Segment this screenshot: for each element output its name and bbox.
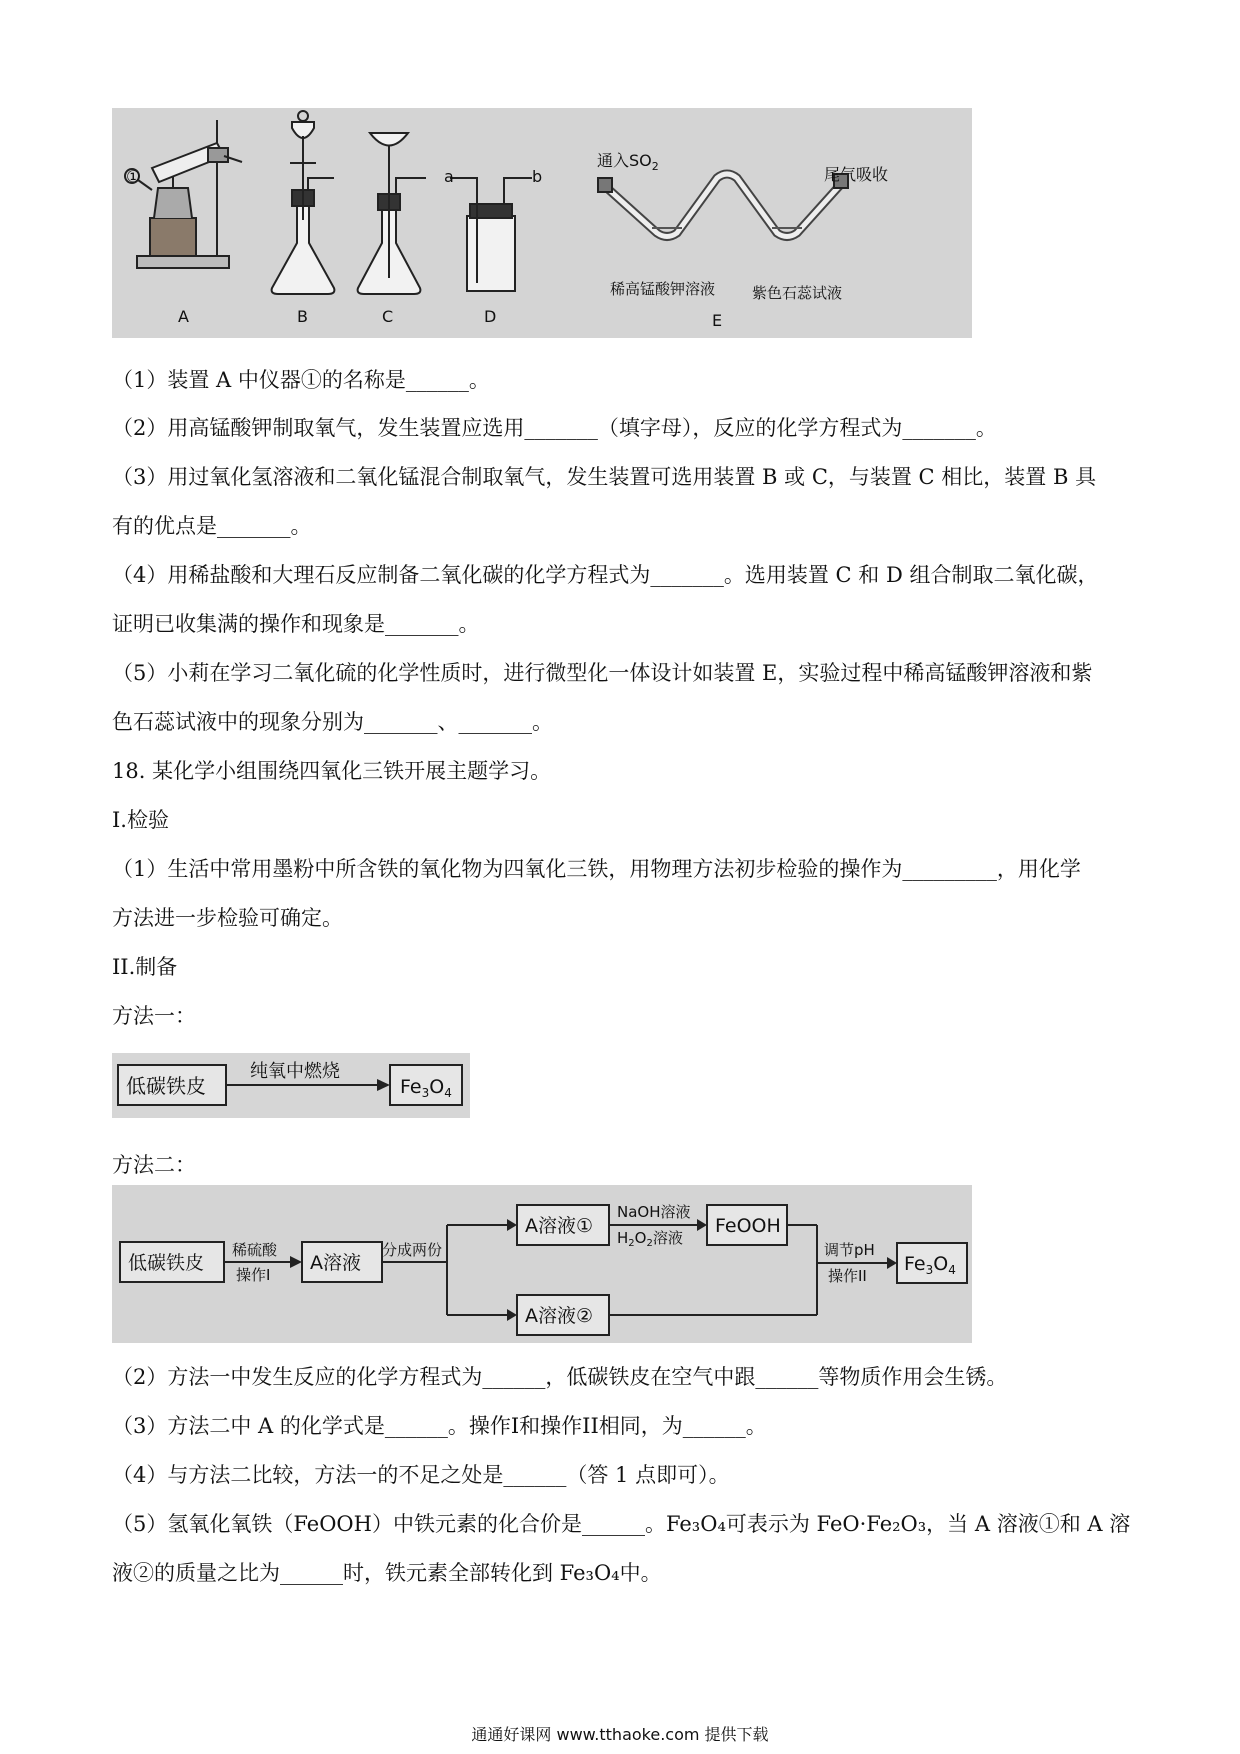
q17-part5-line1: （5）小莉在学习二氧化硫的化学性质时，进行微型化一体设计如装置 E，实验过程中稀高锰酸钾溶液和紫 [112, 661, 1093, 685]
flow1-end-text: $Fe_3O_4$ [400, 1076, 452, 1100]
apparatus-c [358, 133, 426, 294]
apparatus-b [272, 111, 335, 294]
q18-part2: （2）方法一中发生反应的化学方程式为______，低碳铁皮在空气中跟______等物质作用会生锈。 [112, 1365, 1008, 1389]
q17-part3-line2: 有的优点是_______。 [112, 514, 312, 538]
q18-part1-line1: （1）生活中常用墨粉中所含铁的氧化物为四氧化三铁，用物理方法初步检验的操作为_________，用化学 [112, 857, 1081, 881]
label-a: A [178, 307, 189, 326]
flow2-adjust-bottom: 操作II [828, 1267, 867, 1285]
flow2-solution-a1-text: A溶液① [525, 1215, 594, 1237]
flow2-step1-top: 稀硫酸 [232, 1241, 278, 1259]
flow2-end-text: $Fe_3O_4$ [904, 1253, 956, 1277]
flow1-arrowhead [377, 1079, 390, 1091]
method2-flowchart [112, 1185, 972, 1343]
flow2-reagent-top: NaOH溶液 [617, 1203, 691, 1221]
label-port-a: a [444, 167, 454, 186]
apparatus-a [125, 120, 242, 268]
flow2-arrowhead-reagent [697, 1219, 707, 1231]
label-c: C [382, 307, 394, 326]
section-heading-preparation: II.制备 [112, 955, 178, 979]
flow2-arrowhead-upper [507, 1219, 517, 1231]
q17-part2: （2）用高锰酸钾制取氧气，发生装置应选用_______（填字母），反应的化学方程式为_______。 [112, 416, 997, 440]
method1-flowchart [112, 1053, 470, 1118]
q17-part4-line1: （4）用稀盐酸和大理石反应制备二氧化碳的化学方程式为_______。选用装置 C 和 D 组合制取二氧化碳， [112, 563, 1099, 587]
flow2-adjust-top: 调节pH [824, 1241, 875, 1259]
apparatus-d [450, 178, 532, 291]
flow1-arrow-label: 纯氧中燃烧 [250, 1061, 340, 1082]
flow2-solution-a2-text: A溶液② [525, 1305, 594, 1327]
flow2-solution-a-text: A溶液 [310, 1252, 361, 1274]
q18-part1-line2: 方法进一步检验可确定。 [112, 906, 343, 930]
label-b: B [297, 307, 308, 326]
label-e: E [712, 311, 723, 330]
apparatus-e [598, 174, 848, 237]
flow2-split-label: 分成两份 [382, 1241, 443, 1259]
label-port-b: b [532, 167, 543, 186]
flow2-arrowhead-lower [507, 1309, 517, 1321]
flow2-step1-bottom: 操作I [236, 1266, 271, 1284]
q18-part5-line1: （5）氢氧化氧铁（FeOOH）中铁元素的化合价是______。Fe₃O₄可表示为 FeO·Fe₂O₃，当 A 溶液①和 A 溶 [112, 1512, 1131, 1536]
q17-part4-line2: 证明已收集满的操作和现象是_______。 [112, 612, 480, 636]
label-e-outlet: 尾气吸收 [824, 165, 889, 184]
label-e-right-solution: 紫色石蕊试液 [752, 284, 843, 302]
flow2-feooh-text: FeOOH [715, 1215, 781, 1237]
flow2-arrowhead-final [887, 1257, 897, 1269]
flow2-arrowhead-1 [290, 1256, 302, 1268]
q17-part1: （1）装置 A 中仪器①的名称是______。 [112, 368, 490, 392]
section-heading-test: I.检验 [112, 808, 169, 832]
q18-title: 18. 某化学小组围绕四氧化三铁开展主题学习。 [112, 759, 552, 783]
label-d: D [484, 307, 497, 326]
label-e-left-solution: 稀高锰酸钾溶液 [610, 280, 716, 298]
q17-part5-line2: 色石蕊试液中的现象分别为_______、_______。 [112, 710, 553, 734]
label-e-inlet: 通入$SO_2$ [597, 151, 659, 173]
apparatus-circled-label: ① [126, 167, 141, 186]
method2-label: 方法二： [112, 1153, 196, 1177]
flow2-reagent-bottom: $H_2O_2$溶液 [617, 1229, 683, 1249]
flow1-start-text: 低碳铁皮 [126, 1074, 206, 1098]
q18-part4: （4）与方法二比较，方法一的不足之处是______（答 1 点即可）。 [112, 1463, 730, 1487]
q17-part3-line1: （3）用过氧化氢溶液和二氧化锰混合制取氧气，发生装置可选用装置 B 或 C，与装置 C 相比，装置 B 具 [112, 465, 1097, 489]
flow2-start-text: 低碳铁皮 [128, 1252, 205, 1274]
q18-part3: （3）方法二中 A 的化学式是______。操作I和操作II相同，为______。 [112, 1414, 767, 1438]
apparatus-figure [112, 108, 972, 338]
method1-label: 方法一： [112, 1004, 196, 1028]
q18-part5-line2: 液②的质量之比为______时，铁元素全部转化到 Fe₃O₄中。 [112, 1561, 662, 1585]
page-footer: 通通好课网 www.tthaoke.com 提供下载 [471, 1725, 769, 1744]
